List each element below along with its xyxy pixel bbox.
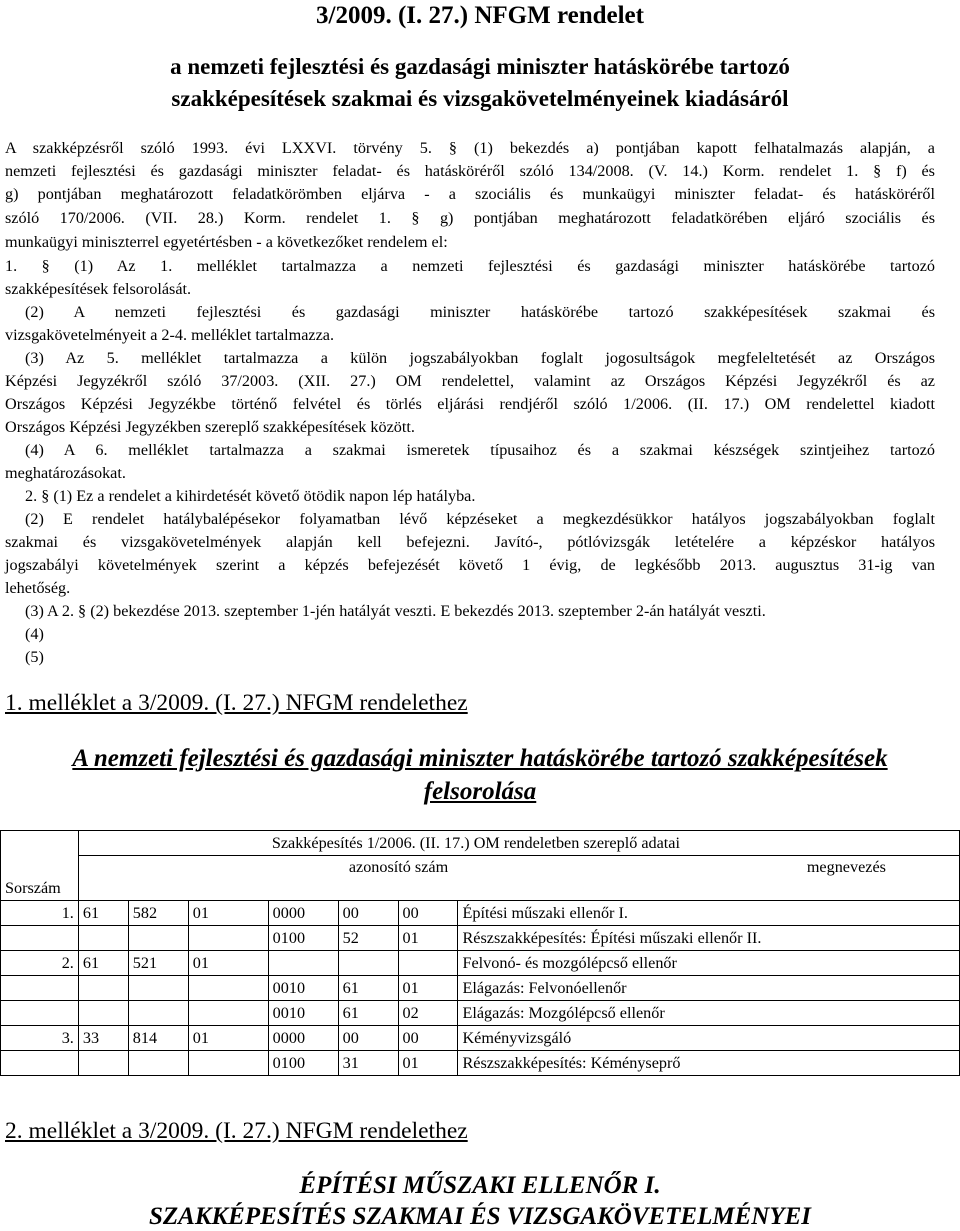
cell-id-part bbox=[78, 1001, 128, 1026]
section-line: szakképesítések felsorolását. bbox=[5, 280, 192, 298]
table-header-row bbox=[1, 856, 960, 901]
col-header-group: Szakképesítés 1/2006. (II. 17.) OM rendeletben szereplő adatai bbox=[78, 831, 959, 856]
section-line: lehetőség. bbox=[5, 579, 71, 597]
section-line: (3) A 2. § (2) bekezdése 2013. szeptember 1-jén hatályát veszti. E bekezdés 2013. szeptember 2-án hatályát veszti. bbox=[25, 602, 766, 620]
cell-id-part: 00 bbox=[338, 901, 398, 926]
cell-id-part bbox=[78, 926, 128, 951]
section-line: (4) bbox=[25, 625, 44, 643]
cell-id-part bbox=[188, 976, 268, 1001]
section-line: Képzési Jegyzékről szóló 37/2003. (XII. 27.) OM rendelettel, valamint az Országos Képzési Jegyzékről és az bbox=[5, 372, 935, 390]
table-row bbox=[1, 926, 960, 951]
cell-id-part: 814 bbox=[128, 1026, 188, 1051]
cell-name: Részszakképesítés: Kéményseprő bbox=[458, 1051, 960, 1076]
cell-id-part: 01 bbox=[188, 951, 268, 976]
cell-id-part: 61 bbox=[78, 901, 128, 926]
cell-id-part bbox=[128, 976, 188, 1001]
col-header-id: azonosító szám bbox=[348, 858, 449, 876]
cell-id-part: 31 bbox=[338, 1051, 398, 1076]
section-line: vizsgakövetelményeit a 2-4. melléklet tartalmazza. bbox=[5, 326, 334, 344]
cell-id-part: 582 bbox=[128, 901, 188, 926]
cell-id-part: 00 bbox=[398, 1026, 458, 1051]
cell-id-part: 61 bbox=[78, 951, 128, 976]
section-line: 2. § (1) Ez a rendelet a kihirdetését követő ötödik napon lép hatályba. bbox=[25, 487, 476, 505]
cell-id-part: 0100 bbox=[268, 926, 338, 951]
cell-id-part bbox=[128, 1051, 188, 1076]
section-line: 1. § (1) Az 1. melléklet tartalmazza a nemzeti fejlesztési és gazdasági miniszter hatáskörébe tartozó bbox=[5, 257, 935, 275]
table-row bbox=[1, 1026, 960, 1051]
table-row bbox=[1, 1001, 960, 1026]
cell-id-part bbox=[128, 1001, 188, 1026]
cell-name: Építési műszaki ellenőr I. bbox=[458, 901, 960, 926]
table-row bbox=[1, 901, 960, 926]
section-line: (2) A nemzeti fejlesztési és gazdasági miniszter hatáskörébe tartozó szakképesítések szakmai és bbox=[25, 303, 935, 321]
cell-number bbox=[1, 926, 79, 951]
cell-id-part: 521 bbox=[128, 951, 188, 976]
cell-id-part bbox=[268, 951, 338, 976]
cell-id-part: 0010 bbox=[268, 976, 338, 1001]
preamble-line: g) pontjában meghatározott feladatkörömben eljárva - a szociális és munkaügyi miniszter feladat- és hatásköréről bbox=[5, 185, 935, 203]
cell-id-part: 61 bbox=[338, 1001, 398, 1026]
regulation-title: 3/2009. (I. 27.) NFGM rendelet bbox=[316, 2, 644, 29]
cell-id-part: 00 bbox=[338, 1026, 398, 1051]
cell-id-part bbox=[78, 1051, 128, 1076]
section-line: Országos Képzési Jegyzékbe történő felvétel és törlés eljárási rendjéről szóló 1/2006. (II. 17.) OM rendelettel kiadott bbox=[5, 395, 935, 413]
cell-id-part bbox=[188, 1001, 268, 1026]
section-line: szakmai és vizsgakövetelmények alapján kell befejezni. Javító-, pótlóvizsgák letételére a képzéskor hatályos bbox=[5, 533, 935, 551]
table-header-row bbox=[1, 831, 960, 856]
cell-id-part: 01 bbox=[188, 901, 268, 926]
cell-id-part: 0000 bbox=[268, 1026, 338, 1051]
table-row bbox=[1, 976, 960, 1001]
annex-1-title-line2: felsorolása bbox=[423, 778, 537, 805]
section-line: (5) bbox=[25, 648, 44, 666]
cell-id-part: 61 bbox=[338, 976, 398, 1001]
preamble-line: munkaügyi miniszterrel egyetértésben - a következőket rendelem el: bbox=[5, 233, 448, 251]
section-line: (4) A 6. melléklet tartalmazza a szakmai ismeretek típusaihoz és a szakmai készségek szintjeihez tartozó bbox=[25, 441, 935, 459]
cell-id-part: 52 bbox=[338, 926, 398, 951]
cell-id-part: 00 bbox=[398, 901, 458, 926]
cell-id-part bbox=[188, 926, 268, 951]
cell-name: Elágazás: Mozgólépcső ellenőr bbox=[458, 1001, 960, 1026]
cell-id-part: 01 bbox=[398, 926, 458, 951]
table-row bbox=[1, 1051, 960, 1076]
section-line: meghatározásokat. bbox=[5, 464, 126, 482]
section-line: Országos Képzési Jegyzékben szereplő szakképesítések között. bbox=[5, 418, 415, 436]
cell-id-part bbox=[128, 926, 188, 951]
cell-id-part: 0000 bbox=[268, 901, 338, 926]
annex-1-heading: 1. melléklet a 3/2009. (I. 27.) NFGM rendelethez bbox=[5, 690, 468, 716]
annex-1-title-line1: A nemzeti fejlesztési és gazdasági miniszter hatáskörébe tartozó szakképesítések bbox=[72, 745, 888, 772]
annex-2-heading: 2. melléklet a 3/2009. (I. 27.) NFGM rendelethez bbox=[5, 1118, 468, 1144]
cell-id-part: 01 bbox=[398, 976, 458, 1001]
preamble-line: A szakképzésről szóló 1993. évi LXXVI. törvény 5. § (1) bekezdés a) pontjában kapott felhatalmazás alapján, a bbox=[5, 139, 935, 157]
cell-id-part: 01 bbox=[188, 1026, 268, 1051]
cell-id-part bbox=[188, 1051, 268, 1076]
col-header-subheaders bbox=[78, 856, 959, 901]
cell-name: Elágazás: Felvonóellenőr bbox=[458, 976, 960, 1001]
cell-name: Részszakképesítés: Építési műszaki ellenőr II. bbox=[458, 926, 960, 951]
section-line: (2) E rendelet hatálybalépésekor folyamatban lévő képzéseket a megkezdésükkor hatályos jogszabályokban foglalt bbox=[25, 510, 935, 528]
cell-id-part: 0010 bbox=[268, 1001, 338, 1026]
col-header-number: Sorszám bbox=[1, 831, 79, 901]
preamble-line: nemzeti fejlesztési és gazdasági miniszter feladat- és hatásköréről szóló 134/2008. (V. 14.) Korm. rendelet 1. § f) és bbox=[5, 162, 935, 180]
cell-id-part bbox=[398, 951, 458, 976]
section-line: jogszabályi követelmények szerint a képzés befejezését követő 1 évig, de legkésőbb 2013. augusztus 31-ig van bbox=[5, 556, 935, 574]
preamble-line: szóló 170/2006. (VII. 28.) Korm. rendelet 1. § g) pontjában meghatározott feladatkörében eljáró szociális és bbox=[5, 209, 935, 227]
table-row bbox=[1, 951, 960, 976]
annex-2-title-line2: SZAKKÉPESÍTÉS SZAKMAI ÉS VIZSGAKÖVETELMÉNYEI bbox=[148, 1203, 812, 1230]
cell-id-part: 0100 bbox=[268, 1051, 338, 1076]
cell-id-part: 33 bbox=[78, 1026, 128, 1051]
cell-number: 1. bbox=[1, 901, 79, 926]
col-header-name: megnevezés bbox=[806, 858, 886, 876]
regulation-subtitle-line1: a nemzeti fejlesztési és gazdasági miniszter hatáskörébe tartozó bbox=[170, 54, 790, 79]
cell-id-part bbox=[338, 951, 398, 976]
cell-id-part: 02 bbox=[398, 1001, 458, 1026]
qualifications-table bbox=[0, 830, 960, 1076]
cell-name: Felvonó- és mozgólépcső ellenőr bbox=[458, 951, 960, 976]
annex-2-title-line1: ÉPÍTÉSI MŰSZAKI ELLENŐR I. bbox=[299, 1172, 661, 1199]
cell-number bbox=[1, 976, 79, 1001]
regulation-subtitle-line2: szakképesítések szakmai és vizsgakövetelményeinek kiadásáról bbox=[171, 86, 789, 111]
cell-number: 3. bbox=[1, 1026, 79, 1051]
cell-name: Kéményvizsgáló bbox=[458, 1026, 960, 1051]
cell-id-part bbox=[78, 976, 128, 1001]
section-line: (3) Az 5. melléklet tartalmazza a külön jogszabályokban foglalt jogosultságok megfeleltetését az Országos bbox=[25, 349, 935, 367]
cell-id-part: 01 bbox=[398, 1051, 458, 1076]
cell-number bbox=[1, 1001, 79, 1026]
cell-number bbox=[1, 1051, 79, 1076]
cell-number: 2. bbox=[1, 951, 79, 976]
